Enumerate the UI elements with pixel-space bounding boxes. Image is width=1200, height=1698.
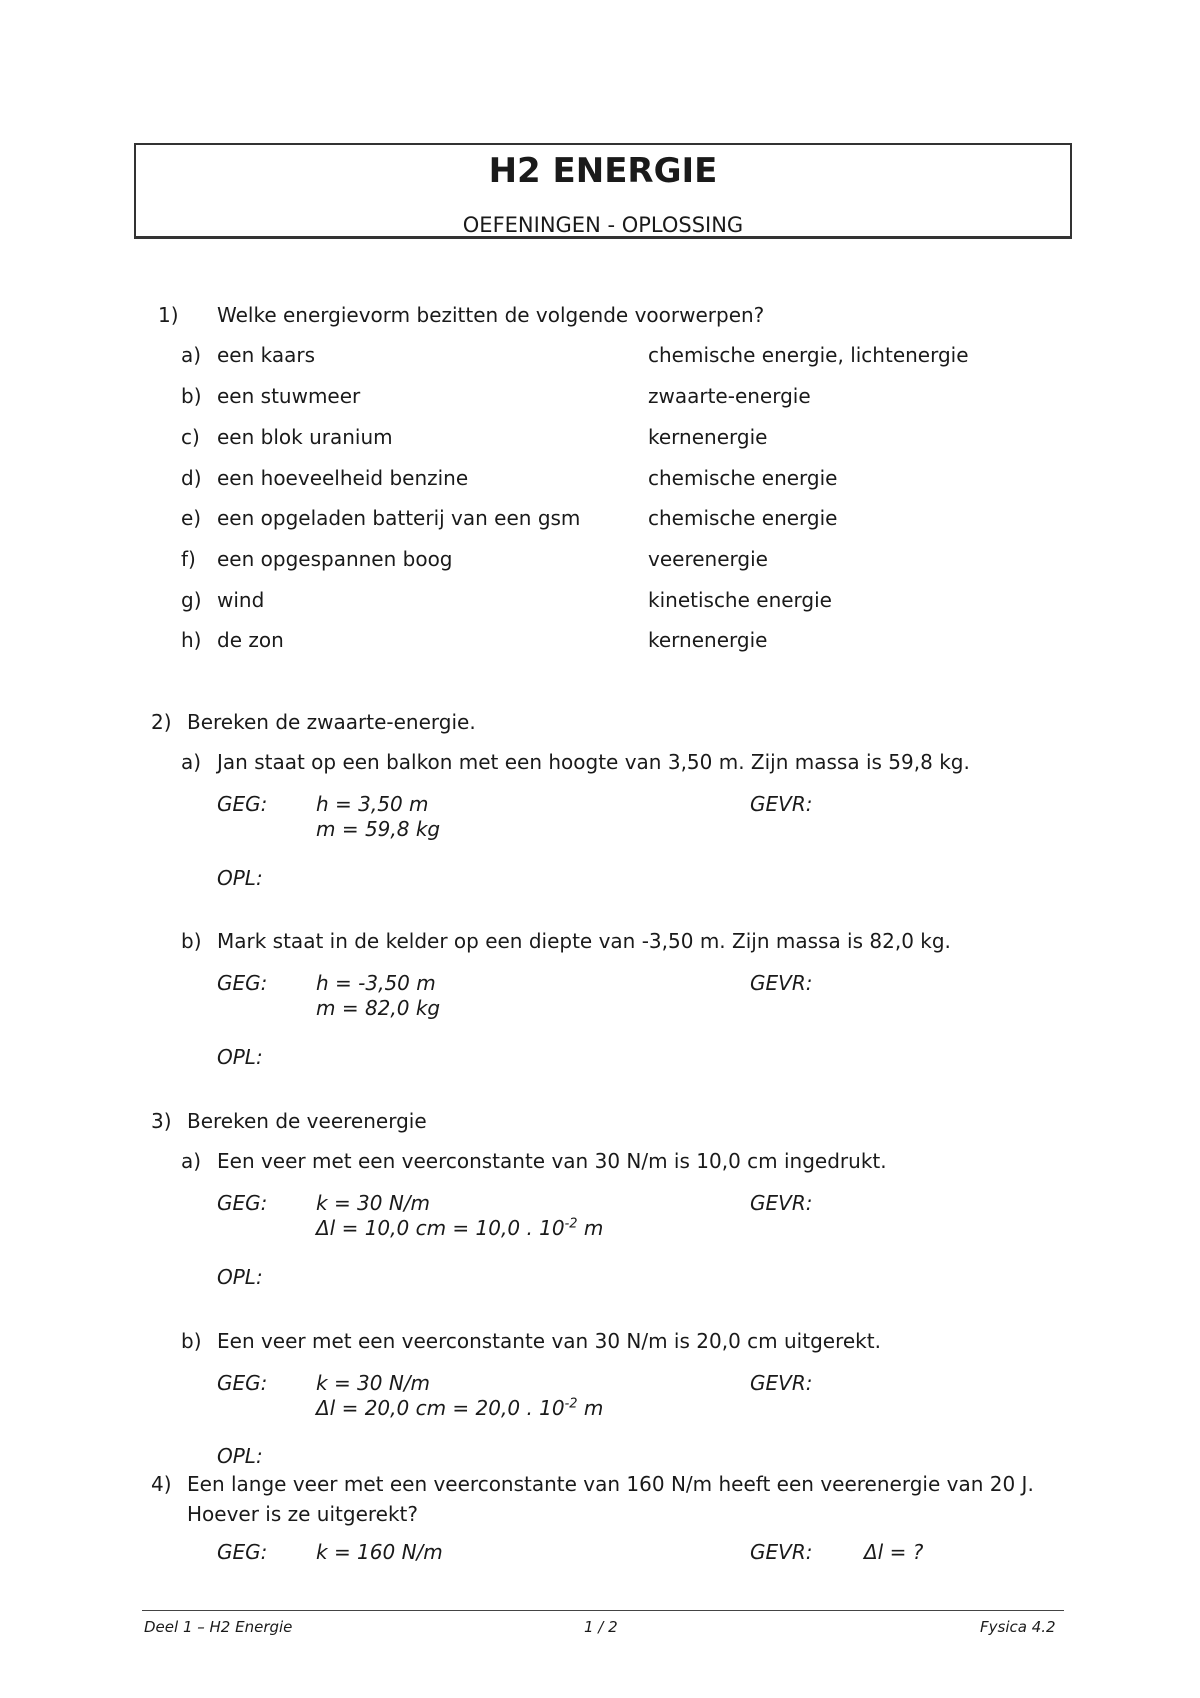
gevr-label: GEVR:	[750, 1371, 813, 1395]
q1-item-object: een stuwmeer	[217, 384, 361, 408]
q1-item-answer: kinetische energie	[648, 588, 832, 612]
q1-item-answer: veerenergie	[648, 547, 768, 571]
footer-right: Fysica 4.2	[980, 1618, 1056, 1636]
q1-item-object: de zon	[217, 628, 284, 652]
q2-number: 2)	[151, 710, 172, 734]
q2a-geg-height: h = 3,50 m	[316, 792, 429, 816]
q1-item-label: g)	[181, 588, 202, 612]
q1-item-answer: kernenergie	[648, 425, 768, 449]
opl-label: OPL:	[217, 866, 263, 890]
q1-item-label: b)	[181, 384, 202, 408]
geg-label: GEG:	[217, 1191, 268, 1215]
q1-item-object: een kaars	[217, 343, 316, 367]
q2a-geg-mass: m = 59,8 kg	[316, 817, 441, 841]
opl-label: OPL:	[217, 1265, 263, 1289]
q2b-geg-mass: m = 82,0 kg	[316, 996, 441, 1020]
q4-text-line1: Een lange veer met een veerconstante van 160 N/m heeft een veerenergie van 20 J.	[187, 1472, 1034, 1496]
q4-text-line2: Hoever is ze uitgerekt?	[187, 1502, 418, 1526]
q3a-text: Een veer met een veerconstante van 30 N/m is 10,0 cm ingedrukt.	[217, 1149, 887, 1173]
gevr-label: GEVR:	[750, 971, 813, 995]
q1-item-object: wind	[217, 588, 265, 612]
q1-item-answer: chemische energie, lichtenergie	[648, 343, 969, 367]
footer-divider	[142, 1610, 1064, 1611]
gevr-label: GEVR:	[750, 1540, 813, 1564]
footer-page-number: 1 / 2	[584, 1618, 618, 1636]
q2b-text: Mark staat in de kelder op een diepte van -3,50 m. Zijn massa is 82,0 kg.	[217, 929, 951, 953]
gevr-label: GEVR:	[750, 1191, 813, 1215]
q1-item-label: c)	[181, 425, 200, 449]
q1-item-object: een hoeveelheid benzine	[217, 466, 469, 490]
q1-number: 1)	[158, 303, 179, 327]
q1-item-label: a)	[181, 343, 202, 367]
q1-item-answer: chemische energie	[648, 466, 838, 490]
q2a-label: a)	[181, 750, 202, 774]
q1-text: Welke energievorm bezitten de volgende voorwerpen?	[217, 303, 765, 327]
geg-label: GEG:	[217, 792, 268, 816]
q3a-geg-extension: Δl = 10,0 cm = 10,0 . $10^{-2}$ m	[316, 1216, 604, 1240]
q2b-label: b)	[181, 929, 202, 953]
q3a-label: a)	[181, 1149, 202, 1173]
q3b-text: Een veer met een veerconstante van 30 N/m is 20,0 cm uitgerekt.	[217, 1329, 881, 1353]
q1-item-object: een opgeladen batterij van een gsm	[217, 506, 581, 530]
q2a-text: Jan staat op een balkon met een hoogte van 3,50 m. Zijn massa is 59,8 kg.	[217, 750, 970, 774]
footer-left: Deel 1 – H2 Energie	[144, 1618, 293, 1636]
q1-item-answer: chemische energie	[648, 506, 838, 530]
q3b-geg-k: k = 30 N/m	[316, 1371, 431, 1395]
page-title: H2 ENERGIE	[488, 151, 718, 191]
q4-geg-k: k = 160 N/m	[316, 1540, 443, 1564]
page-subtitle: OEFENINGEN - OPLOSSING	[462, 213, 744, 237]
q4-number: 4)	[151, 1472, 172, 1496]
q1-item-label: h)	[181, 628, 202, 652]
opl-label: OPL:	[217, 1045, 263, 1069]
q2b-geg-height: h = -3,50 m	[316, 971, 436, 995]
gevr-label: GEVR:	[750, 792, 813, 816]
geg-label: GEG:	[217, 1371, 268, 1395]
q1-item-object: een opgespannen boog	[217, 547, 453, 571]
q2-text: Bereken de zwaarte-energie.	[187, 710, 476, 734]
geg-label: GEG:	[217, 1540, 268, 1564]
opl-label: OPL:	[217, 1444, 263, 1468]
geg-label: GEG:	[217, 971, 268, 995]
q3b-geg-extension: Δl = 20,0 cm = 20,0 . $10^{-2}$ m	[316, 1396, 604, 1420]
q4-gevr-value: Δl = ?	[864, 1540, 924, 1564]
q1-item-label: e)	[181, 506, 202, 530]
q3a-geg-k: k = 30 N/m	[316, 1191, 431, 1215]
q1-item-object: een blok uranium	[217, 425, 393, 449]
q3b-label: b)	[181, 1329, 202, 1353]
title-box	[134, 143, 1072, 239]
q1-item-label: f)	[181, 547, 196, 571]
q1-item-label: d)	[181, 466, 202, 490]
q3-text: Bereken de veerenergie	[187, 1109, 427, 1133]
q1-item-answer: kernenergie	[648, 628, 768, 652]
q3-number: 3)	[151, 1109, 172, 1133]
q1-item-answer: zwaarte-energie	[648, 384, 811, 408]
